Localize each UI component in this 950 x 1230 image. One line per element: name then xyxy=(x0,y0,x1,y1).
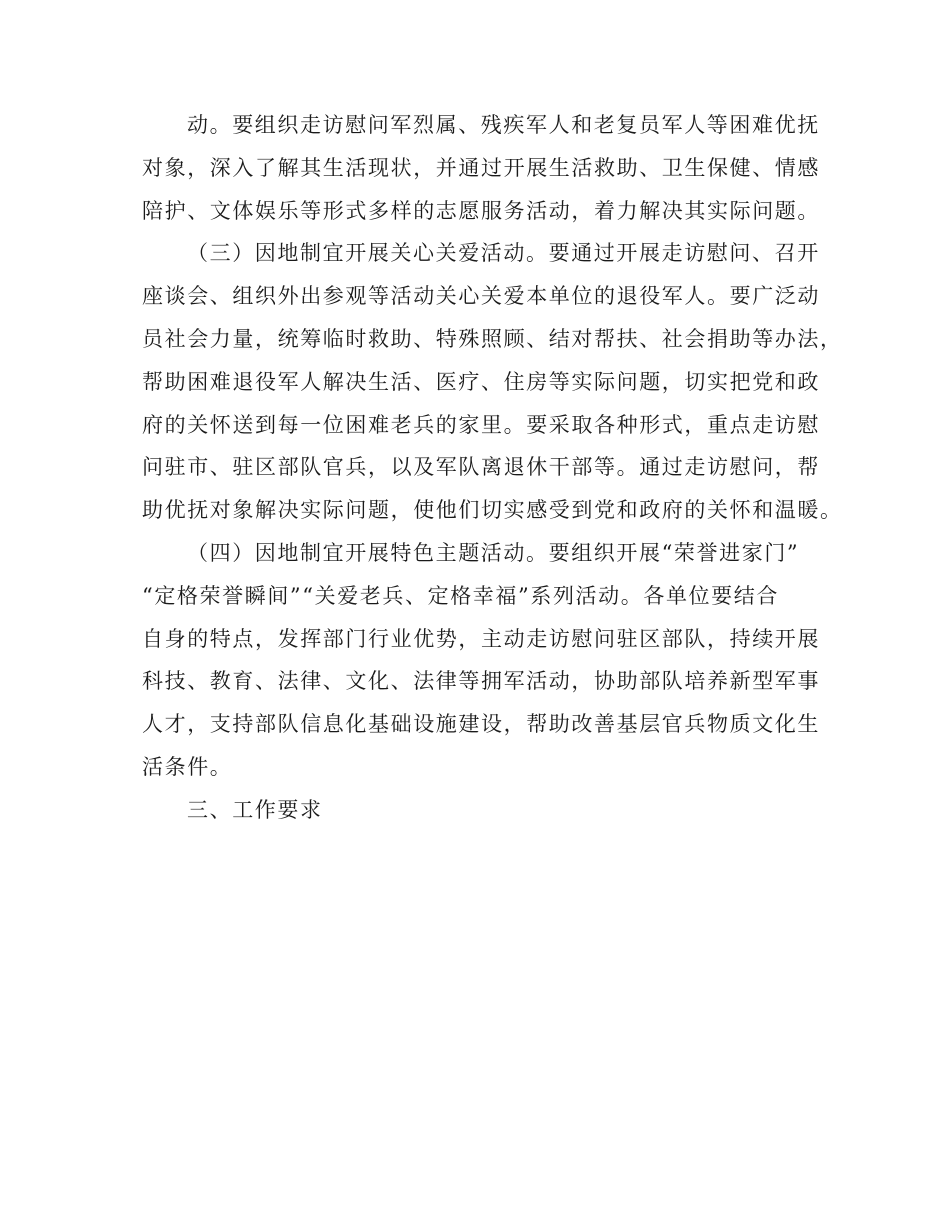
text-line: 人才，支持部队信息化基础设施建设，帮助改善基层官兵物质文化生 xyxy=(142,712,820,737)
section-heading: 三、工作要求 xyxy=(187,797,323,822)
text-line: 帮助困难退役军人解决生活、医疗、住房等实际问题，切实把党和政 xyxy=(142,369,820,394)
text-line: 自身的特点，发挥部门行业优势，主动走访慰问驻区部队，持续开展 xyxy=(142,626,820,651)
paragraph-caring-activities xyxy=(142,232,843,532)
document-body xyxy=(142,104,843,832)
text-line: （三）因地制宜开展关心关爱活动。要通过开展走访慰问、召开 xyxy=(187,241,820,266)
text-line: 助优抚对象解决实际问题，使他们切实感受到党和政府的关怀和温暖。 xyxy=(142,498,843,523)
text-line: 问驻市、驻区部队官兵，以及军队离退休干部等。通过走访慰问，帮 xyxy=(142,455,820,480)
paragraph-continued xyxy=(142,104,820,232)
text-line: 科技、教育、法律、文化、法律等拥军活动，协助部队培养新型军事 xyxy=(142,669,820,694)
text-line: 对象，深入了解其生活现状，并通过开展生活救助、卫生保健、情感 xyxy=(142,155,820,180)
text-line: 陪护、文体娱乐等形式多样的志愿服务活动，着力解决其实际问题。 xyxy=(142,198,820,223)
text-line: 活条件。 xyxy=(142,754,233,779)
text-line: 府的关怀送到每一位困难老兵的家里。要采取各种形式，重点走访慰 xyxy=(142,412,820,437)
paragraph-theme-activities xyxy=(142,532,820,789)
text-line: 座谈会、组织外出参观等活动关心关爱本单位的退役军人。要广泛动 xyxy=(142,284,820,309)
text-line: （四）因地制宜开展特色主题活动。要组织开展“荣誉进家门” xyxy=(187,540,800,565)
text-line: 动。要组织走访慰问军烈属、残疾军人和老复员军人等困难优抚 xyxy=(187,113,820,137)
text-line: “定格荣誉瞬间”“关爱老兵、定格幸福”系列活动。各单位要结合 xyxy=(142,583,779,608)
text-line: 员社会力量，统筹临时救助、特殊照顾、结对帮扶、社会捐助等办法， xyxy=(142,326,843,351)
